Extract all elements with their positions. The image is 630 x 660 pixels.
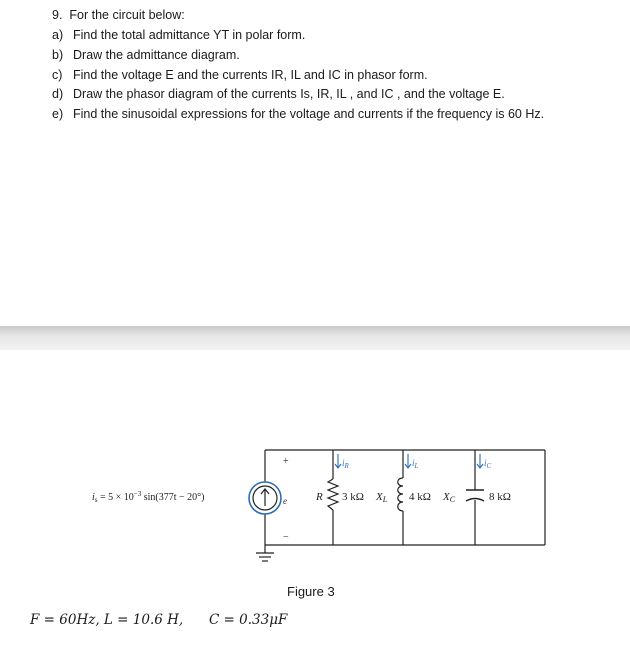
current-r-label: $i_R$ [342, 458, 349, 470]
part-a [52, 27, 305, 43]
part-d [52, 86, 505, 102]
figure-caption: Figure 3 [287, 584, 335, 599]
section-divider [0, 326, 630, 350]
capacitor-label: XC [443, 491, 456, 504]
ground-icon [256, 553, 274, 561]
source-rhs: = 5 × 10 [97, 492, 134, 503]
inductor-icon [398, 478, 403, 511]
resistor-value: 3 kΩ [342, 491, 364, 503]
current-l-label: $i_L$ [412, 458, 419, 470]
question-number: 9. [52, 8, 63, 22]
arrow-down-icon [405, 454, 411, 468]
capacitor-value: 8 kΩ [489, 491, 511, 503]
part-label: d) [52, 87, 64, 101]
part-text: Draw the admittance diagram. [73, 48, 240, 62]
part-label: c) [52, 68, 63, 82]
part-c [52, 67, 428, 83]
source-sub: s [94, 496, 98, 504]
part-label: a) [52, 28, 64, 42]
part-e [52, 106, 544, 122]
minus-sign: − [283, 532, 289, 543]
arrow-down-icon [477, 454, 483, 468]
part-b [52, 47, 240, 63]
question-intro: For the circuit below: [69, 8, 185, 22]
current-c-label: $i_C$ [484, 458, 492, 470]
part-text: Find the voltage E and the currents IR, IL and IC in phasor form. [73, 68, 428, 82]
current-arrows [335, 454, 483, 468]
given-capacitance: C = 0.33μF [208, 612, 288, 628]
part-text: Find the total admittance YT in polar form. [73, 28, 306, 42]
source-tail: sin(377t − 20°) [141, 492, 205, 503]
inductor-value: 4 kΩ [409, 491, 431, 503]
part-text: Find the sinusoidal expressions for the voltage and currents if the frequency is 60 Hz. [73, 107, 545, 121]
given-values [30, 612, 287, 628]
given-frequency-inductance: F = 60Hz, L = 10.6 H, [30, 612, 184, 628]
resistor-icon [328, 479, 338, 510]
source-exp: −3 [133, 490, 142, 498]
plus-sign: + [283, 456, 289, 467]
part-label: b) [52, 48, 64, 62]
part-text: Draw the phasor diagram of the currents Is, IR, IL , and IC , and the voltage E. [73, 87, 505, 101]
arrow-down-icon [335, 454, 341, 468]
capacitor-icon [466, 490, 484, 501]
current-source [249, 482, 281, 514]
part-label: e) [52, 107, 64, 121]
inductor-label: XL [376, 491, 388, 504]
voltage-label: e [283, 496, 287, 506]
resistor-label: R [316, 491, 323, 503]
question-heading [52, 7, 185, 23]
source-lhs: i [92, 492, 95, 503]
source-expression [92, 490, 205, 504]
